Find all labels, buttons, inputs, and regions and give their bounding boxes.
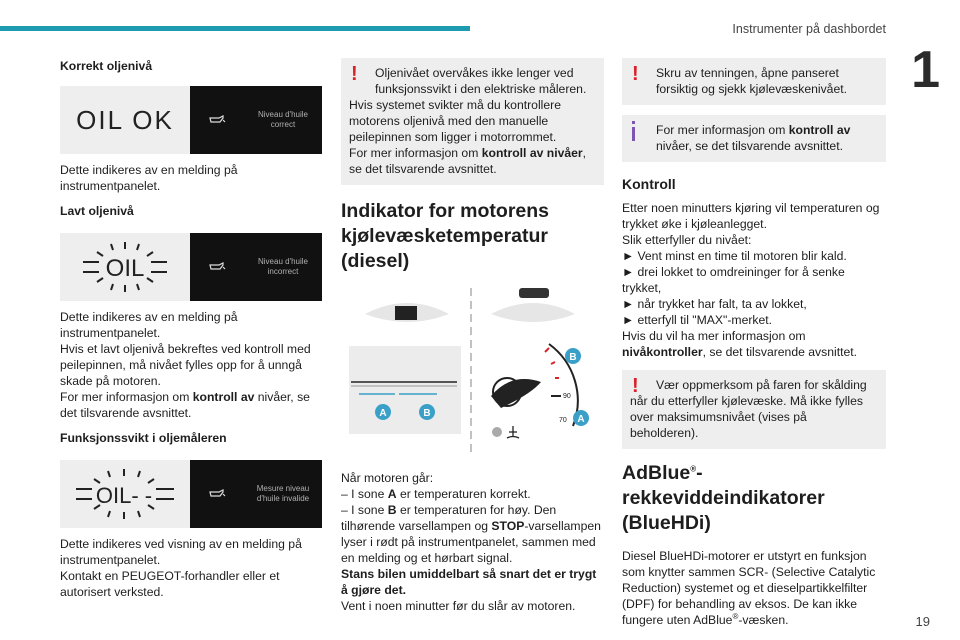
dial-zone-a-label: A: [577, 414, 585, 425]
text-wait: Vent i noen minutter før du slår av motoren.: [341, 599, 576, 613]
text-fail-2: Kontakt en PEUGEOT-forhandler eller et autorisert verksted.: [60, 569, 280, 599]
zone-a-label: A: [379, 408, 387, 419]
chapter-number: 1: [911, 41, 940, 99]
warning-icon: !: [632, 63, 639, 85]
section-heading-coolant: Indikator for motorens kjølevæsketemperatur (diesel): [341, 200, 550, 272]
info-icon: [632, 121, 635, 141]
column-2: [341, 58, 604, 614]
text-correct: Dette indikeres av en melding på instrumentpanelet.: [60, 163, 238, 193]
text-stop-vehicle: Stans bilen umiddelbart så snart det er trygt å gjøre det.: [341, 567, 597, 597]
coolant-gauge-illustration: [341, 286, 604, 456]
heading-kontroll: Kontroll: [622, 176, 676, 192]
zone-b-label: B: [423, 408, 431, 419]
header-title: Instrumenter på dashbordet: [732, 22, 886, 36]
heading-gauge-failure: Funksjonssvikt i oljemåleren: [60, 431, 227, 445]
warning-note-scalding: ! Vær oppmerksom på faren for skålding når du etterfyller kjølevæske. Må ikke fylles over maksimumsnivået (vises på beholderen).: [622, 370, 886, 449]
heading-correct-oil: Korrekt oljenivå: [60, 59, 153, 73]
warning-note-ignition: ! Skru av tenningen, åpne panseret forsiktig og sjekk kjølevæskenivået.: [622, 58, 886, 105]
dash-message: Mesure niveau d'huile invalide: [256, 484, 310, 503]
text-zone-a: – I sone A er temperaturen korrekt.: [341, 487, 531, 501]
text-low-3: For mer informasjon om kontroll av nivåer, se det tilsvarende avsnittet.: [60, 390, 310, 420]
oil-fail-blink-icon: [70, 465, 180, 523]
dash-message: Niveau d'huile correct: [257, 110, 308, 129]
dash-message: Niveau d'huile incorrect: [257, 257, 308, 276]
text-low-1: Dette indikeres av en melding på instrumentpanelet.: [60, 310, 238, 340]
section-heading-adblue: AdBlue®-rekkeviddeindikatorer (BlueHDi): [622, 462, 825, 534]
dash-display: [190, 86, 322, 154]
warning-icon: !: [632, 375, 639, 397]
warning-icon: !: [351, 63, 358, 85]
oil-low-symbol: [60, 233, 190, 301]
dial-90-label: 90: [563, 393, 571, 400]
info-note-levels: For mer informasjon om kontroll av nivåer, se det tilsvarende avsnittet.: [622, 115, 886, 162]
oil-blink-icon: [75, 238, 175, 296]
oil-fail-text: OIL- -: [95, 483, 153, 508]
oil-fail-illustration: [60, 460, 322, 528]
warning-note-oil: ! Oljenivået overvåkes ikke lenger ved funksjonssvikt i den elektriske måleren. Hvis systemet svikter må du kontrollere motorens oljenivå med den manuelle peilepinnen som ligger i motorrommet. For mer informasjon om kontroll av nivåer, se det tilsvarende avsnittet.: [341, 58, 604, 185]
dash-display: [190, 233, 322, 301]
oil-can-icon: [208, 488, 226, 498]
header-accent-bar: [0, 26, 470, 31]
oil-ok-illustration: [60, 86, 322, 154]
oil-low-text: OIL: [105, 255, 145, 282]
page-number: 19: [915, 614, 930, 629]
oil-can-icon: [208, 261, 226, 271]
heading-low-oil: Lavt oljenivå: [60, 204, 134, 218]
oil-ok-symbol: [60, 86, 190, 154]
coolant-gauge-graphic: [341, 286, 604, 456]
column-1: [60, 58, 322, 600]
text-zone-b: – I sone B er temperaturen for høy. Den tilhørende varsellampen og STOP-varsellampen lyser i rødt på instrumentpanelet, sammen med en melding og et hørbart signal.: [341, 503, 601, 565]
dial-70-label: 70: [559, 417, 567, 424]
oil-low-illustration: [60, 233, 322, 301]
text-fail-1: Dette indikeres ved visning av en melding på instrumentpanelet.: [60, 537, 302, 567]
oil-can-icon: [208, 114, 226, 124]
oil-fail-symbol: [60, 460, 190, 528]
dash-display: [190, 460, 322, 528]
oil-ok-text: OIL OK: [76, 105, 174, 135]
column-3: ! Skru av tenningen, åpne panseret forsiktig og sjekk kjølevæskenivået. For mer informasjon om kontroll av nivåer, se det tilsvarende avsnittet. Kontroll Etter noen minutters kjøring vil temperaturen og trykket øke i kjøleanlegget. Slik etterfyller du nivået: ► Vent minst en time til motoren blir kald. ► drei lokket to omdreininger for å senke trykket, ► når trykket har falt, ta av lokket, ► etterfyll til "MAX"-merket. Hvis du vil ha mer informasjon om nivåkontroller, se det tilsvarende avsnittet. ! Vær oppmerksom på faren for skålding når du etterfyller kjølevæske. Må ikke fylles over maksimumsnivået (vises på beholderen). AdBlue®-rekkeviddeindikatorer (BlueHDi) Diesel BlueHDi-motorer er utstyrt en funksjon som knytter sammen SCR- (Selective Catalytic Reduction) systemet og et dieselpartikkelfilter (DPF) for behandling av eksos. De kan ikke fungere uten AdBlue®-væsken.: [622, 58, 886, 628]
text-adblue: Diesel BlueHDi-motorer er utstyrt en funksjon som knytter sammen SCR- (Selective Catalytic Reduction) systemet og et dieselpartikkelfilter (DPF) for behandling av eksos. De kan ikke fungere uten AdBlue®-væsken.: [622, 549, 876, 627]
text-low-2: Hvis et lavt oljenivå bekreftes ved kontroll med peilepinnen, må nivået fylles opp for å unngå skade på motoren.: [60, 342, 311, 388]
dial-zone-b-label: B: [569, 352, 577, 363]
text-engine-running: Når motoren går:: [341, 471, 434, 485]
